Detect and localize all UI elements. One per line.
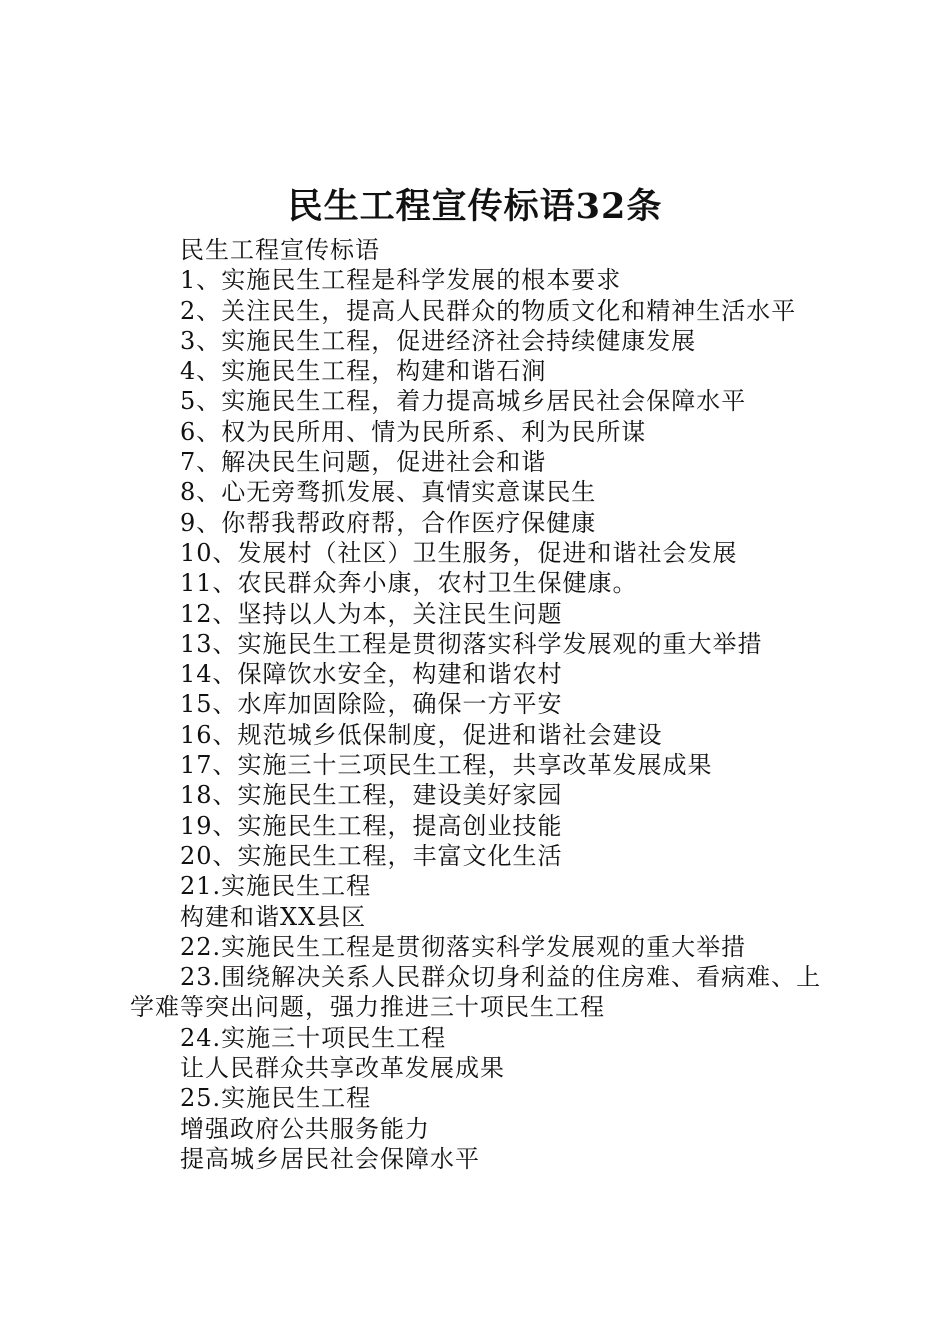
text-line: 24.实施三十项民生工程 bbox=[180, 1023, 447, 1052]
text-line: 5、实施民生工程，着力提高城乡居民社会保障水平 bbox=[180, 387, 747, 416]
text-line: 25.实施民生工程 bbox=[180, 1084, 372, 1113]
text-line: 12、坚持以人为本，关注民生问题 bbox=[180, 599, 563, 628]
document-body bbox=[130, 235, 830, 1174]
text-line: 7、解决民生问题，促进社会和谐 bbox=[180, 448, 547, 477]
text-line: 23.围绕解决关系人民群众切身利益的住房难、看病难、上 bbox=[180, 963, 822, 992]
document-title: 民生工程宣传标语32条 bbox=[287, 186, 663, 227]
text-line: 9、你帮我帮政府帮，合作医疗保健康 bbox=[180, 508, 597, 537]
text-line: 10、发展村（社区）卫生服务，促进和谐社会发展 bbox=[180, 538, 738, 567]
text-line: 16、规范城乡低保制度，促进和谐社会建设 bbox=[180, 720, 663, 749]
text-line: 11、农民群众奔小康，农村卫生保健康。 bbox=[180, 569, 638, 598]
text-line: 19、实施民生工程，提高创业技能 bbox=[180, 811, 563, 840]
text-line: 8、心无旁骛抓发展、真情实意谋民生 bbox=[180, 478, 597, 507]
text-line: 3、实施民生工程，促进经济社会持续健康发展 bbox=[180, 326, 697, 355]
text-line: 2、关注民生，提高人民群众的物质文化和精神生活水平 bbox=[180, 296, 797, 325]
text-line: 构建和谐XX县区 bbox=[180, 902, 367, 931]
text-line: 民生工程宣传标语 bbox=[180, 236, 380, 264]
text-line: 学难等突出问题，强力推进三十项民生工程 bbox=[130, 993, 605, 1022]
text-line: 14、保障饮水安全，构建和谐农村 bbox=[180, 660, 563, 689]
text-line: 4、实施民生工程，构建和谐石涧 bbox=[180, 357, 547, 386]
text-line: 让人民群众共享改革发展成果 bbox=[180, 1054, 505, 1083]
text-line: 22.实施民生工程是贯彻落实科学发展观的重大举措 bbox=[180, 932, 747, 961]
text-line: 20、实施民生工程，丰富文化生活 bbox=[180, 841, 563, 870]
text-line: 15、水库加固除险，确保一方平安 bbox=[180, 690, 563, 719]
text-line: 提高城乡居民社会保障水平 bbox=[180, 1144, 480, 1173]
text-line: 13、实施民生工程是贯彻落实科学发展观的重大举措 bbox=[180, 629, 763, 658]
text-line: 6、权为民所用、情为民所系、利为民所谋 bbox=[180, 417, 647, 446]
text-line: 增强政府公共服务能力 bbox=[180, 1114, 430, 1143]
text-line: 1、实施民生工程是科学发展的根本要求 bbox=[180, 266, 622, 295]
text-line: 21.实施民生工程 bbox=[180, 872, 372, 901]
text-line: 17、实施三十三项民生工程，共享改革发展成果 bbox=[180, 751, 713, 780]
text-line: 18、实施民生工程，建设美好家园 bbox=[180, 781, 563, 810]
